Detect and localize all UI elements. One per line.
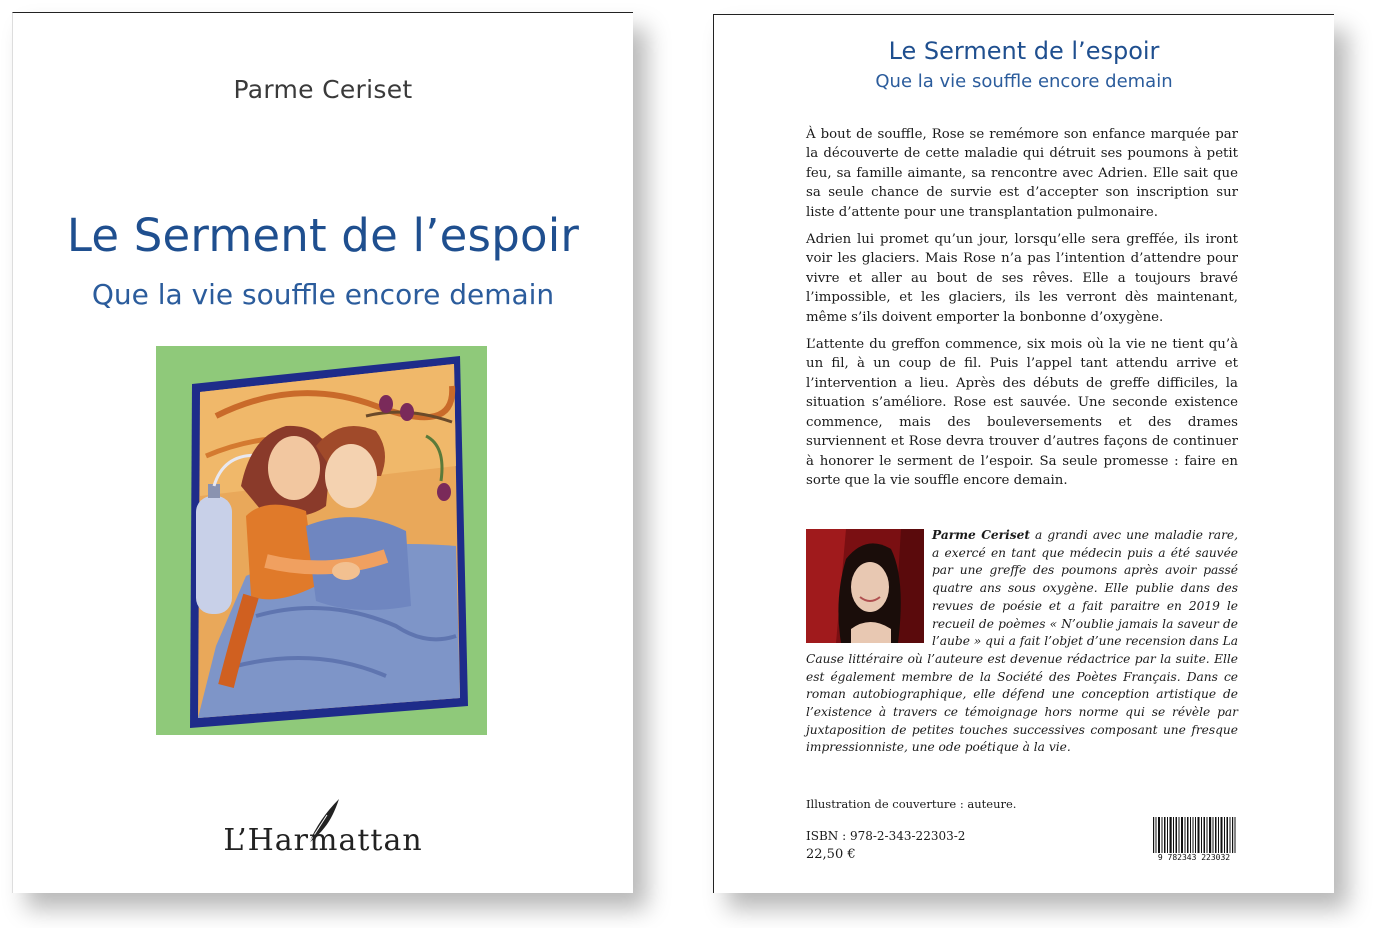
publisher-name: L’Harmattan — [223, 823, 423, 858]
price: 22,50 € — [806, 847, 856, 862]
bio-author-name: Parme Ceriset — [932, 528, 1030, 542]
bio-text: a grandi avec une maladie rare, a exercé en tant que médecin puis a été sauvée par une greffe des poumons après avoir passé quatre ans sous oxygène. Elle publie dans des revues de poésie et a fait paraitre en 2019 le recueil de poèmes « N’oublie jamais la saveur de l’aube » qui a fait l’objet d’une recension dans La Cause littéraire où l’auteure est devenue rédactrice par la suite. Elle est également membre de la Société des Poètes Français. Dans ce roman autobiographique, elle défend une conception artistique de l’existence à travers ce témoignage hors norme qui se révèle par juxtaposition de petites touches successives composant une fresque impressionniste, une ode poétique à la vie. — [806, 528, 1238, 755]
front-author-name: Parme Ceriset — [233, 75, 413, 104]
back-cover — [713, 14, 1334, 893]
illustration-credit: Illustration de couverture : auteure. — [806, 797, 1017, 811]
front-title: Le Serment de l’espoir — [66, 209, 580, 262]
front-cover — [12, 12, 633, 893]
back-blurb — [806, 125, 1238, 498]
publisher-mark — [13, 803, 633, 863]
isbn: ISBN : 978-2-343-22303-2 — [806, 829, 966, 843]
blurb-paragraph: À bout de souffle, Rose se remémore son enfance marquée par la découverte de cette maladie qui détruit ses poumons à petit feu, sa famille aimante, sa rencontre avec Adrien. Elle sait que sa seule chance de survie est d’accepter son inscription sur liste d’attente pour une transplantation pulmonaire. — [806, 127, 1238, 220]
back-title: Le Serment de l’espoir — [888, 37, 1160, 65]
author-photo — [806, 529, 924, 643]
blurb-paragraph: L’attente du greffon commence, six mois où la vie ne tient qu’à un fil, à un coup de fil. Puis l’appel tant attendu arrive et l’intervention a lieu. Après des débuts de greffe difficiles, la situation s’améliore. Rose est sauvée. Une seconde existence commence, mais des bouleversements et des drames surviennent et Rose devra trouver d’autres façons de continuer à honorer le serment de l’espoir. Sa seule promesse : faire en sorte que la vie souffle encore demain. — [806, 337, 1238, 488]
back-subtitle: Que la vie souffle encore demain — [875, 71, 1173, 92]
cover-illustration — [156, 346, 487, 735]
author-bio — [806, 527, 1238, 757]
blurb-paragraph: Adrien lui promet qu’un jour, lorsqu’elle sera greffée, ils iront voir les glaciers. Mais Rose n’a pas l’intention d’attendre pour vivre et aller au bout de ses rêves. Elle a toujours bravé l’impossible, et les glaciers, ils les verront dès maintenant, même s’ils doivent emporter la bonbonne d’oxygène. — [806, 232, 1238, 325]
cover-illustration-art — [156, 346, 487, 735]
barcode-digits: 9 782343 223032 — [1151, 853, 1237, 862]
front-subtitle: Que la vie souffle encore demain — [91, 278, 555, 311]
